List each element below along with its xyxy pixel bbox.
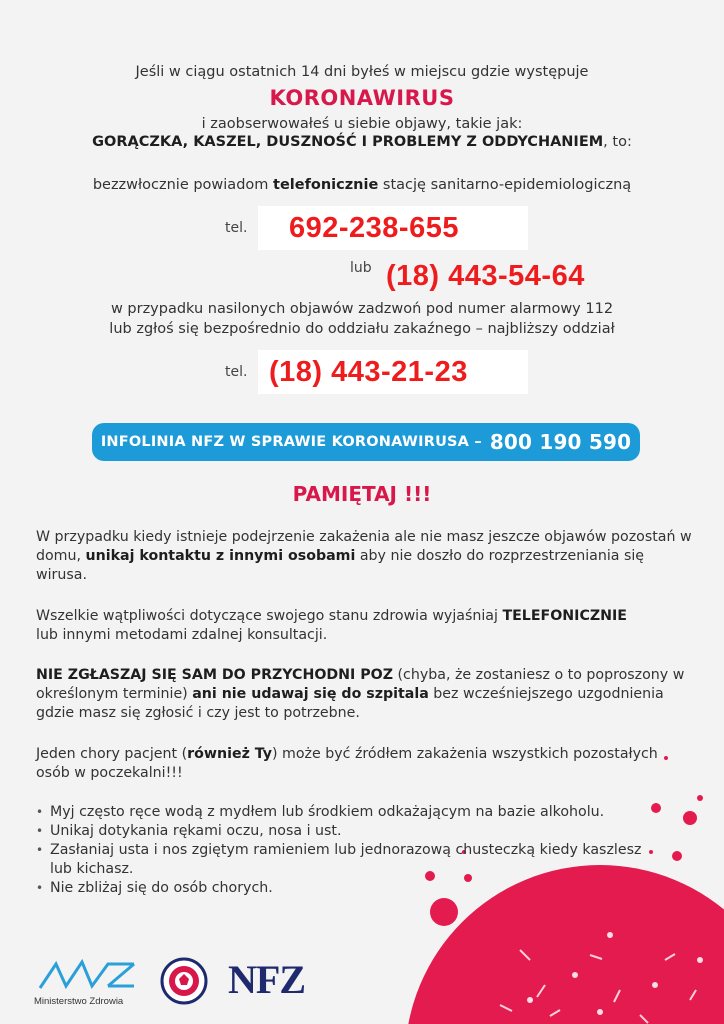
notify-pre: bezzwłocznie powiadom [92, 177, 274, 193]
p3-bold-1: NIE ZGŁASZAJ SIĘ SAM DO PRZYCHODNI POZ [36, 667, 394, 683]
paragraph-4 [36, 745, 676, 783]
tel-label-2: tel. [225, 364, 248, 380]
phone-primary[interactable]: 692-238-655 [289, 212, 459, 244]
koronawirus-title: KORONAWIRUS [269, 86, 455, 110]
severe-line-2: lub zgłoś się bezpośrednio do oddziału zakaźnego – najbliższy oddział [109, 321, 615, 337]
paragraph-1 [36, 528, 696, 585]
p4-text-a: Jeden chory pacjent ( [36, 746, 188, 762]
p3-text-a: (chyba, że zostaniesz o to poproszony w określonym terminie) [36, 667, 685, 702]
virus-dot-3 [683, 811, 697, 825]
virus-dot-5 [672, 851, 682, 861]
symptoms-tail: , to: [603, 134, 632, 150]
virus-dot-6 [697, 795, 703, 801]
p1-text-b: aby nie doszło do rozprzestrzeniania się wirusa. [36, 548, 645, 583]
seal-icon [160, 957, 208, 1005]
tip-item: • Zasłaniaj usta i nos zgiętym ramieniem lub jednorazową chusteczką kiedy kaszlesz lub kichasz. [34, 841, 644, 879]
p2-text-a: Wszelkie wątpliwości dotyczące swojego stanu zdrowia wyjaśniaj [36, 608, 503, 624]
p2-bold: TELEFONICZNIE [502, 608, 627, 624]
p2-text-b: lub innymi metodami zdalnej konsultacji. [36, 627, 328, 643]
paragraph-2 [36, 607, 646, 645]
phone-secondary[interactable]: (18) 443-54-64 [386, 260, 585, 292]
symptoms-bold: GORĄCZKA, KASZEL, DUSZNOŚĆ I PROBLEMY Z ODDYCHANIEM [92, 134, 604, 150]
ministry-logo-icon [34, 956, 138, 992]
remember-heading: PAMIĘTAJ !!! [292, 482, 432, 506]
nfz-logo: NFZ [228, 957, 305, 1002]
tips-list [34, 803, 644, 898]
banner-text: INFOLINIA NFZ W SPRAWIE KORONAWIRUSA – [100, 434, 482, 450]
tip-item: • Unikaj dotykania rękami oczu, nosa i ust. [34, 822, 644, 841]
p3-bold-2: ani nie udawaj się do szpitala [192, 686, 429, 702]
phone-hospital[interactable]: (18) 443-21-23 [269, 356, 468, 388]
p4-bold: również Ty [187, 746, 273, 762]
virus-dot-8 [649, 850, 653, 854]
nfz-hotline-banner[interactable] [92, 423, 640, 461]
paragraph-3 [36, 666, 686, 723]
p4-text-b: ) może być źródłem zakażenia wszystkich pozostałych osób w poczekalni!!! [36, 746, 658, 781]
p1-bold: unikaj kontaktu z innymi osobami [85, 548, 356, 564]
notify-line [0, 175, 724, 195]
sanitary-inspection-seal [160, 957, 208, 1009]
p1-text-a: W przypadku kiedy istnieje podejrzenie zakażenia ale nie masz jeszcze objawów pozostań w domu, [36, 529, 692, 564]
notify-bold: telefonicznie [273, 177, 379, 193]
virus-dot-4 [651, 803, 661, 813]
notify-post: stację sanitarno-epidemiologiczną [378, 177, 632, 193]
ministry-label: Ministerstwo Zdrowia [34, 996, 124, 1007]
severe-line-1: w przypadku nasilonych objawów zadzwoń pod numer alarmowy 112 [110, 301, 614, 317]
intro-line-2: i zaobserwowałeś u siebie objawy, takie jak: [201, 116, 523, 132]
tip-item: • Myj często ręce wodą z mydłem lub środkiem odkażającym na bazie alkoholu. [34, 803, 644, 822]
tip-item: • Nie zbliżaj się do osób chorych. [34, 879, 644, 898]
virus-small-1 [430, 898, 458, 926]
intro-line-1: Jeśli w ciągu ostatnich 14 dni byłeś w miejscu gdzie występuje [135, 64, 589, 80]
ministry-logo [34, 956, 138, 1007]
symptoms-line [0, 134, 724, 150]
banner-number: 800 190 590 [489, 430, 632, 454]
tel-label-1: tel. [225, 220, 248, 236]
p3-text-b: bez wcześniejszego uzgodnienia gdzie masz się zgłosić i czy jest to potrzebne. [36, 686, 664, 721]
or-label: lub [350, 260, 372, 276]
